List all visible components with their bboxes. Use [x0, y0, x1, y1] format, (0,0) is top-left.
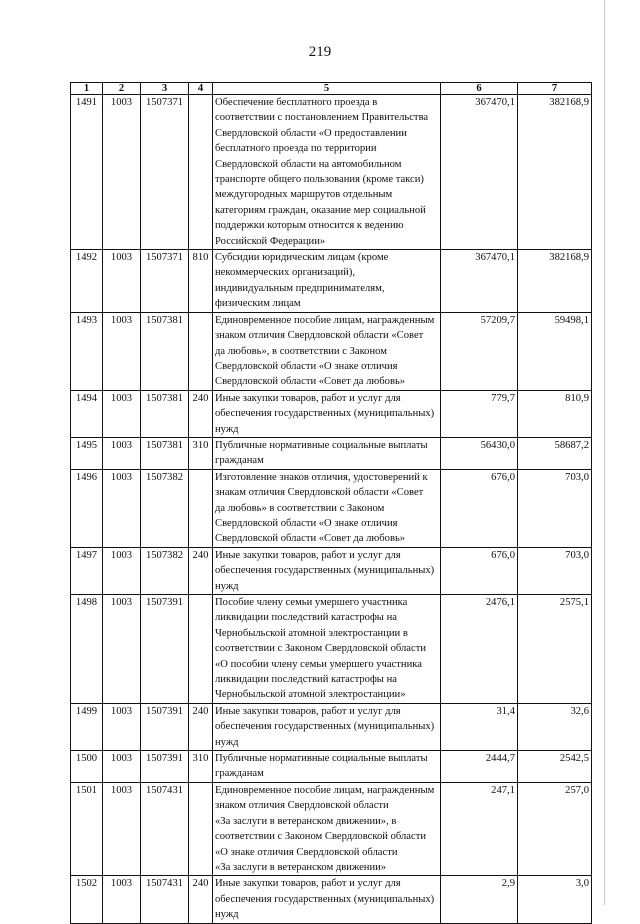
amount-col7-cell: 703,0 — [518, 469, 592, 547]
item-name-line: обеспечения государственных (муниципальных) — [215, 893, 435, 905]
row-number-cell: 1496 — [71, 469, 103, 547]
expense-type-cell — [189, 312, 213, 390]
section-code-cell: 1003 — [103, 595, 141, 704]
item-name-line: нужд — [215, 736, 239, 748]
item-name-line: категориям граждан, оказание мер социальной — [215, 204, 426, 216]
item-name-line: «За заслуги в ветеранском движении» — [215, 861, 387, 873]
header-row — [71, 83, 592, 95]
target-code-cell: 1507391 — [141, 595, 189, 704]
target-code-cell: 1507431 — [141, 782, 189, 875]
column-header-1: 1 — [71, 83, 103, 95]
item-name-line: Свердловской области «О знаке отличия — [215, 360, 398, 372]
amount-col6-cell: 2444,7 — [441, 751, 518, 783]
row-number-cell: 1495 — [71, 437, 103, 469]
table-row — [71, 95, 592, 250]
item-name-line: индивидуальным предпринимателям, — [215, 282, 385, 294]
table-row — [71, 312, 592, 390]
target-code-cell: 1507381 — [141, 390, 189, 437]
item-name-line: Иные закупки товаров, работ и услуг для — [215, 392, 401, 404]
item-name-line: обеспечения государственных (муниципальных) — [215, 408, 435, 420]
item-name-cell — [213, 703, 441, 750]
column-header-3: 3 — [141, 83, 189, 95]
item-name-cell — [213, 95, 441, 250]
row-number-cell: 1502 — [71, 876, 103, 923]
item-name-line: знакам отличия Свердловской области «Совет — [215, 487, 424, 499]
item-name-line: гражданам — [215, 455, 264, 467]
item-name-line: ликвидации последствий катастрофы на — [215, 674, 397, 686]
item-name-line: да любовь» в соответствии с Законом — [215, 502, 385, 514]
item-name-line: Иные закупки товаров, работ и услуг для — [215, 549, 401, 561]
budget-table — [70, 82, 592, 924]
item-name-cell — [213, 469, 441, 547]
column-header-7: 7 — [518, 83, 592, 95]
row-number-cell: 1494 — [71, 390, 103, 437]
section-code-cell: 1003 — [103, 95, 141, 250]
table-row — [71, 469, 592, 547]
amount-col7-cell: 3,0 — [518, 876, 592, 923]
item-name-line: Иные закупки товаров, работ и услуг для — [215, 878, 401, 890]
item-name-line: Свердловской области «Совет да любовь» — [215, 533, 406, 545]
amount-col7-cell: 382168,9 — [518, 250, 592, 313]
target-code-cell: 1507391 — [141, 751, 189, 783]
item-name-line: да любовь», в соответствии с Законом — [215, 345, 387, 357]
table-row — [71, 437, 592, 469]
target-code-cell: 1507371 — [141, 250, 189, 313]
table-header — [71, 83, 592, 95]
amount-col7-cell: 32,6 — [518, 703, 592, 750]
column-header-5: 5 — [213, 83, 441, 95]
item-name-line: Чернобыльской атомной электростанции» — [215, 689, 406, 701]
table-row — [71, 703, 592, 750]
item-name-line: Свердловской области «О предоставлении — [215, 127, 407, 139]
item-name-line: обеспечения государственных (муниципальных) — [215, 721, 435, 733]
item-name-line: Обеспечение бесплатного проезда в — [215, 97, 378, 108]
expense-type-cell: 240 — [189, 547, 213, 594]
row-number-cell: 1492 — [71, 250, 103, 313]
section-code-cell: 1003 — [103, 437, 141, 469]
item-name-line: нужд — [215, 909, 239, 921]
amount-col7-cell: 2575,1 — [518, 595, 592, 704]
column-header-4: 4 — [189, 83, 213, 95]
row-number-cell: 1493 — [71, 312, 103, 390]
expense-type-cell: 310 — [189, 751, 213, 783]
row-number-cell: 1491 — [71, 95, 103, 250]
amount-col7-cell: 703,0 — [518, 547, 592, 594]
expense-type-cell — [189, 469, 213, 547]
item-name-line: бесплатного проезда по территории — [215, 143, 377, 155]
item-name-cell — [213, 547, 441, 594]
item-name-line: гражданам — [215, 768, 264, 780]
amount-col6-cell: 31,4 — [441, 703, 518, 750]
item-name-line: Иные закупки товаров, работ и услуг для — [215, 705, 401, 717]
page-number: 219 — [308, 44, 332, 60]
section-code-cell: 1003 — [103, 751, 141, 783]
amount-col6-cell: 57209,7 — [441, 312, 518, 390]
item-name-line: Единовременное пособие лицам, награжденным — [215, 314, 435, 326]
expense-type-cell — [189, 95, 213, 250]
section-code-cell: 1003 — [103, 469, 141, 547]
section-code-cell: 1003 — [103, 312, 141, 390]
target-code-cell: 1507381 — [141, 312, 189, 390]
item-name-line: соответствии с Законом Свердловской области — [215, 831, 427, 843]
amount-col7-cell: 257,0 — [518, 782, 592, 875]
amount-col7-cell: 2542,5 — [518, 751, 592, 783]
amount-col6-cell: 2476,1 — [441, 595, 518, 704]
item-name-line: Свердловской области «Совет да любовь» — [215, 376, 406, 388]
amount-col6-cell: 367470,1 — [441, 95, 518, 250]
item-name-line: нужд — [215, 423, 239, 435]
item-name-line: «О знаке отличия Свердловской области — [215, 846, 398, 858]
item-name-cell — [213, 390, 441, 437]
target-code-cell: 1507431 — [141, 876, 189, 923]
expense-type-cell: 240 — [189, 703, 213, 750]
item-name-line: знаком отличия Свердловской области «Совет — [215, 330, 424, 342]
item-name-line: соответствии с постановлением Правительства — [215, 112, 429, 124]
item-name-line: Единовременное пособие лицам, награжденным — [215, 784, 435, 796]
table-row — [71, 751, 592, 783]
row-number-cell: 1501 — [71, 782, 103, 875]
amount-col7-cell: 59498,1 — [518, 312, 592, 390]
item-name-line: Изготовление знаков отличия, удостоверений к — [215, 471, 428, 483]
section-code-cell: 1003 — [103, 547, 141, 594]
amount-col6-cell: 779,7 — [441, 390, 518, 437]
item-name-line: Субсидии юридическим лицам (кроме — [215, 252, 389, 264]
row-number-cell: 1499 — [71, 703, 103, 750]
section-code-cell: 1003 — [103, 390, 141, 437]
table-row — [71, 547, 592, 594]
section-code-cell: 1003 — [103, 876, 141, 923]
column-header-6: 6 — [441, 83, 518, 95]
table-row — [71, 250, 592, 313]
item-name-line: нужд — [215, 580, 239, 592]
table-row — [71, 782, 592, 875]
item-name-line: поддержки которым относится к ведению — [215, 220, 404, 232]
amount-col6-cell: 56430,0 — [441, 437, 518, 469]
amount-col6-cell: 247,1 — [441, 782, 518, 875]
amount-col6-cell: 367470,1 — [441, 250, 518, 313]
expense-type-cell: 310 — [189, 437, 213, 469]
table-row — [71, 390, 592, 437]
amount-col7-cell: 382168,9 — [518, 95, 592, 250]
item-name-line: некоммерческих организаций), — [215, 267, 356, 279]
item-name-cell — [213, 751, 441, 783]
item-name-line: Свердловской области «О знаке отличия — [215, 517, 398, 529]
target-code-cell: 1507382 — [141, 469, 189, 547]
expense-type-cell — [189, 782, 213, 875]
item-name-cell — [213, 437, 441, 469]
item-name-line: Свердловской области на автомобильном — [215, 158, 402, 170]
item-name-line: «За заслуги в ветеранском движении», в — [215, 815, 397, 827]
table-row — [71, 595, 592, 704]
amount-col7-cell: 810,9 — [518, 390, 592, 437]
item-name-line: Российской Федерации» — [215, 235, 326, 247]
target-code-cell: 1507371 — [141, 95, 189, 250]
row-number-cell: 1497 — [71, 547, 103, 594]
section-code-cell: 1003 — [103, 703, 141, 750]
item-name-cell — [213, 312, 441, 390]
table-body — [71, 95, 592, 924]
item-name-line: обеспечения государственных (муниципальных) — [215, 565, 435, 577]
item-name-cell — [213, 782, 441, 875]
scan-edge-line — [604, 0, 605, 905]
target-code-cell: 1507391 — [141, 703, 189, 750]
item-name-line: физическим лицам — [215, 298, 301, 310]
expense-type-cell: 240 — [189, 876, 213, 923]
row-number-cell: 1500 — [71, 751, 103, 783]
expense-type-cell: 810 — [189, 250, 213, 313]
item-name-line: транспорте общего пользования (кроме такси) — [215, 174, 424, 186]
section-code-cell: 1003 — [103, 782, 141, 875]
item-name-line: «О пособии члену семьи умершего участника — [215, 658, 422, 670]
item-name-cell — [213, 250, 441, 313]
expense-type-cell — [189, 595, 213, 704]
amount-col7-cell: 58687,2 — [518, 437, 592, 469]
table-row — [71, 876, 592, 923]
amount-col6-cell: 676,0 — [441, 469, 518, 547]
item-name-line: Публичные нормативные социальные выплаты — [215, 753, 428, 765]
section-code-cell: 1003 — [103, 250, 141, 313]
expense-type-cell: 240 — [189, 390, 213, 437]
row-number-cell: 1498 — [71, 595, 103, 704]
item-name-cell — [213, 595, 441, 704]
item-name-line: соответствии с Законом Свердловской области — [215, 643, 427, 655]
item-name-line: Публичные нормативные социальные выплаты — [215, 439, 428, 451]
column-header-2: 2 — [103, 83, 141, 95]
amount-col6-cell: 2,9 — [441, 876, 518, 923]
item-name-line: Чернобыльской атомной электростанции в — [215, 627, 408, 639]
target-code-cell: 1507382 — [141, 547, 189, 594]
amount-col6-cell: 676,0 — [441, 547, 518, 594]
item-name-line: Пособие члену семьи умершего участника — [215, 597, 408, 608]
item-name-line: ликвидации последствий катастрофы на — [215, 612, 397, 624]
item-name-cell — [213, 876, 441, 923]
target-code-cell: 1507381 — [141, 437, 189, 469]
item-name-line: знаком отличия Свердловской области — [215, 800, 389, 812]
item-name-line: междугородных маршрутов отдельным — [215, 189, 393, 201]
